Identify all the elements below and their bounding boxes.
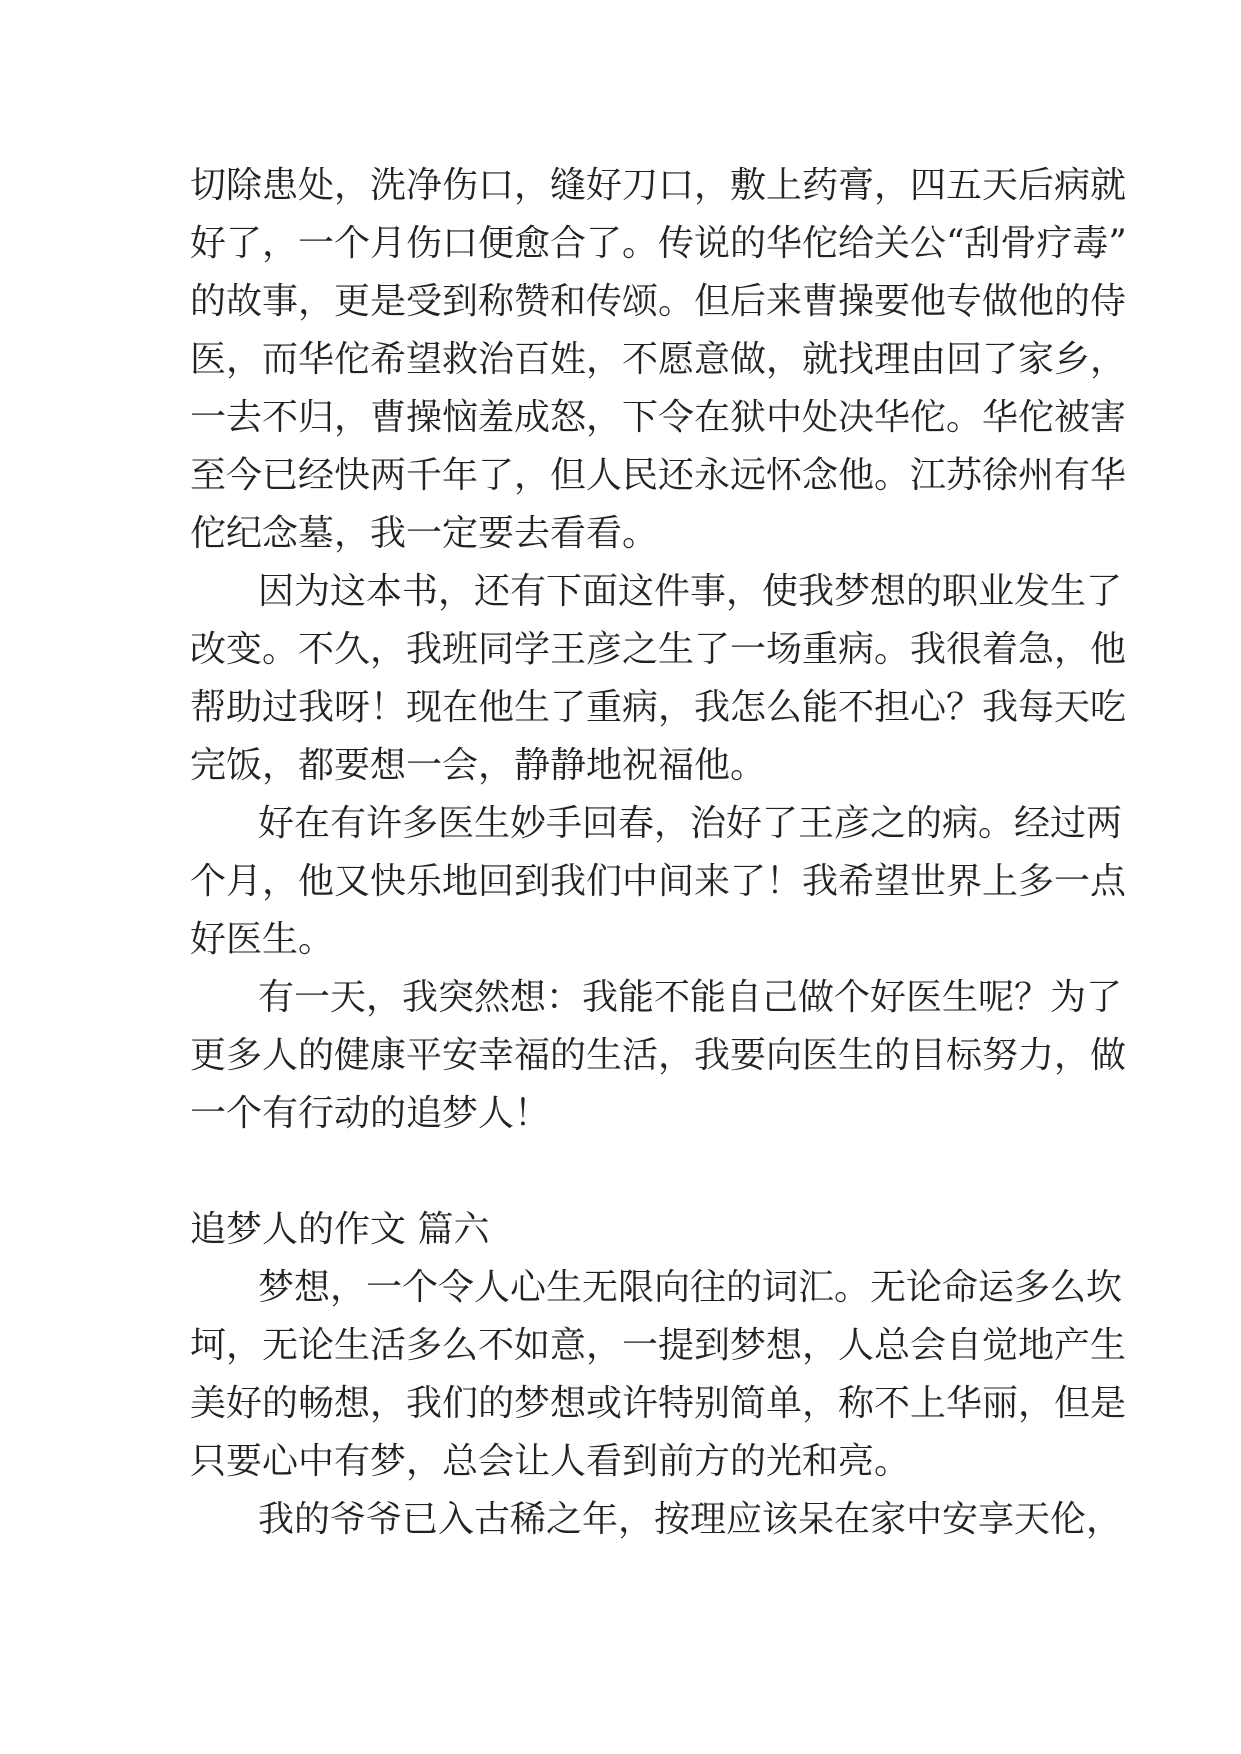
paragraph-first-line: 好在有许多医生妙手回春，治好了王彦之的病。经过两 xyxy=(258,803,1123,844)
text-line: 帮助过我呀！现在他生了重病，我怎么能不担心？我每天吃 xyxy=(190,687,1127,728)
section-heading: 追梦人的作文 篇六 xyxy=(190,1209,490,1250)
text-line: 美好的畅想，我们的梦想或许特别简单，称不上华丽，但是 xyxy=(190,1383,1127,1424)
text-line: 至今已经快两千年了，但人民还永远怀念他。江苏徐州有华 xyxy=(190,455,1127,496)
text-line: 好医生。 xyxy=(190,919,335,960)
text-line: 一个有行动的追梦人！ xyxy=(190,1093,551,1134)
text-line: 佗纪念墓，我一定要去看看。 xyxy=(190,513,659,554)
paragraph-first-line: 有一天，我突然想：我能不能自己做个好医生呢？为了 xyxy=(258,977,1123,1018)
paragraph-first-line: 我的爷爷已入古稀之年，按理应该呆在家中安享天伦， xyxy=(258,1499,1123,1540)
text-line: 改变。不久，我班同学王彦之生了一场重病。我很着急，他 xyxy=(190,629,1127,670)
paragraph-first-line: 梦想，一个令人心生无限向往的词汇。无论命运多么坎 xyxy=(258,1267,1123,1308)
text-line: 一去不归，曹操恼羞成怒，下令在狱中处决华佗。华佗被害 xyxy=(190,397,1127,438)
text-line: 只要心中有梦，总会让人看到前方的光和亮。 xyxy=(190,1441,911,1482)
paragraph-first-line: 因为这本书，还有下面这件事，使我梦想的职业发生了 xyxy=(258,571,1123,612)
text-line: 坷，无论生活多么不如意，一提到梦想，人总会自觉地产生 xyxy=(190,1325,1127,1366)
text-line: 切除患处，洗净伤口，缝好刀口，敷上药膏，四五天后病就 xyxy=(190,165,1127,206)
text-line: 完饭，都要想一会，静静地祝福他。 xyxy=(190,745,767,786)
text-line: 的故事，更是受到称赞和传颂。但后来曹操要他专做他的侍 xyxy=(190,281,1127,322)
text-line: 个月，他又快乐地回到我们中间来了！我希望世界上多一点 xyxy=(190,861,1127,902)
text-line: 更多人的健康平安幸福的生活，我要向医生的目标努力，做 xyxy=(190,1035,1127,1076)
text-line: 医，而华佗希望救治百姓，不愿意做，就找理由回了家乡， xyxy=(190,339,1127,380)
text-line: 好了，一个月伤口便愈合了。传说的华佗给关公“刮骨疗毒” xyxy=(190,223,1127,264)
